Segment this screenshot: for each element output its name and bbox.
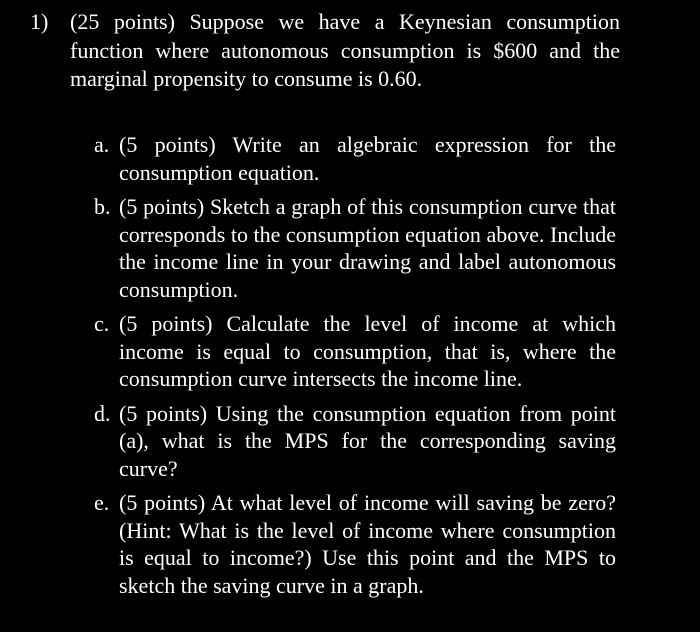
part-c <box>94 310 616 393</box>
part-text: (5 points) At what level of income will saving be zero? (Hint: What is the level of income where consumption is equal to income?) Use this point and the MPS to sketch the saving curve in a graph. <box>119 490 616 598</box>
part-text: (5 points) Using the consumption equation from point (a), what is the MPS for the corresponding saving curve? <box>119 400 616 481</box>
part-letter: d. <box>94 400 111 426</box>
question-header <box>30 8 620 94</box>
part-b <box>94 193 616 303</box>
part-letter: b. <box>94 194 111 219</box>
part-d <box>94 400 616 483</box>
part-letter: a. <box>94 132 110 157</box>
part-e <box>94 489 616 599</box>
part-letter: c. <box>94 311 110 336</box>
part-letter: e. <box>94 490 110 515</box>
question-text: (25 points) Suppose we have a Keynesian consumption function where autonomous consumption is $600 and the marginal propensity to consume is 0.60. <box>70 9 620 91</box>
part-text: (5 points) Sketch a graph of this consumption curve that corresponds to the consumption equation above. Include the income line in your drawing and label autonomous consumption. <box>119 194 616 302</box>
part-a <box>94 131 616 186</box>
part-text: (5 points) Calculate the level of income at which income is equal to consumption, that is, where the consumption curve intersects the income line. <box>119 311 616 391</box>
question-1 <box>30 8 620 94</box>
question-parts-list <box>94 131 616 606</box>
question-number: 1) <box>30 9 49 34</box>
part-text: (5 points) Write an algebraic expression for the consumption equation. <box>119 132 616 185</box>
